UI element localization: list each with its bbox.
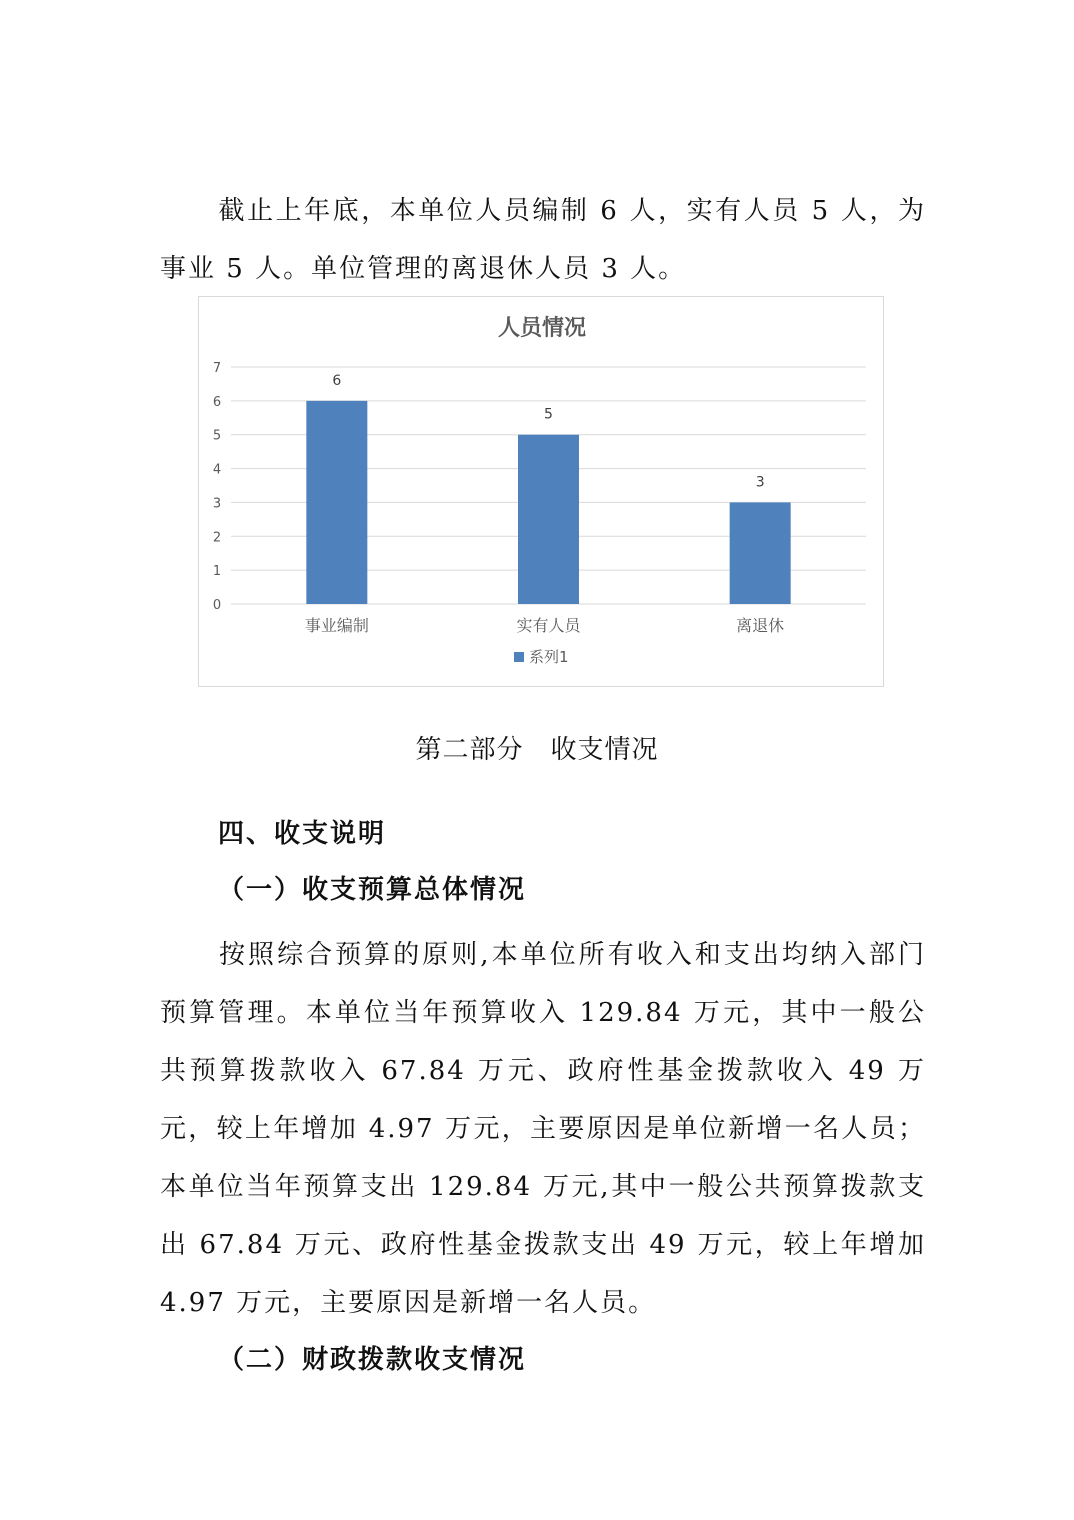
- data-label: 5: [544, 406, 553, 423]
- subsection-two-heading: （二）财政拨款收支情况: [218, 1345, 527, 1375]
- data-label: 6: [332, 372, 342, 389]
- legend-label: 系列1: [529, 648, 569, 666]
- y-tick-label: 2: [212, 530, 222, 546]
- chart-title: 人员情况: [497, 316, 587, 341]
- budget-overview-text: 按照综合预算的原则,本单位所有收入和支出均纳入部门预算管理。本单位当年预算收入 129.84 万元，其中一般公共预算拨款收入 67.84 万元、政府性基金拨款收入 49 万元，较上年增加 4.97 万元，主要原因是单位新增一名人员；本单位当年预算支出 129.84 万元,其中一般公共预算拨款支出 67.84 万元、政府性基金拨款支出 49 万元，较上年增加 4.97 万元，主要原因是新增一名人员。: [160, 940, 926, 1318]
- y-tick-label: 0: [212, 598, 222, 613]
- y-tick-label: 4: [212, 462, 222, 478]
- staff-chart: [198, 296, 884, 687]
- bar-2: [518, 435, 579, 604]
- x-tick-label: 实有人员: [516, 616, 581, 635]
- legend-swatch: [514, 652, 524, 662]
- y-tick-label: 7: [212, 361, 222, 376]
- budget-overview-paragraph: [160, 926, 926, 1332]
- subsection-one-heading: （一）收支预算总体情况: [218, 875, 527, 905]
- staff-chart-svg: [199, 297, 885, 688]
- data-label: 3: [755, 474, 765, 491]
- x-tick-label: 离退休: [736, 616, 785, 635]
- bar-1: [306, 401, 367, 604]
- section-four-heading: 四、收支说明: [218, 819, 387, 849]
- staff-intro-text: 截止上年底，本单位人员编制 6 人，实有人员 5 人，为事业 5 人。单位管理的离退休人员 3 人。: [160, 196, 926, 284]
- staff-intro-paragraph: [160, 182, 926, 298]
- y-tick-label: 5: [212, 428, 222, 444]
- x-tick-label: 事业编制: [304, 616, 369, 635]
- y-tick-label: 1: [212, 564, 222, 580]
- y-tick-label: 6: [212, 394, 222, 410]
- y-tick-label: 3: [212, 496, 222, 512]
- part-two-heading: 第二部分 收支情况: [415, 735, 659, 765]
- bar-3: [730, 502, 791, 604]
